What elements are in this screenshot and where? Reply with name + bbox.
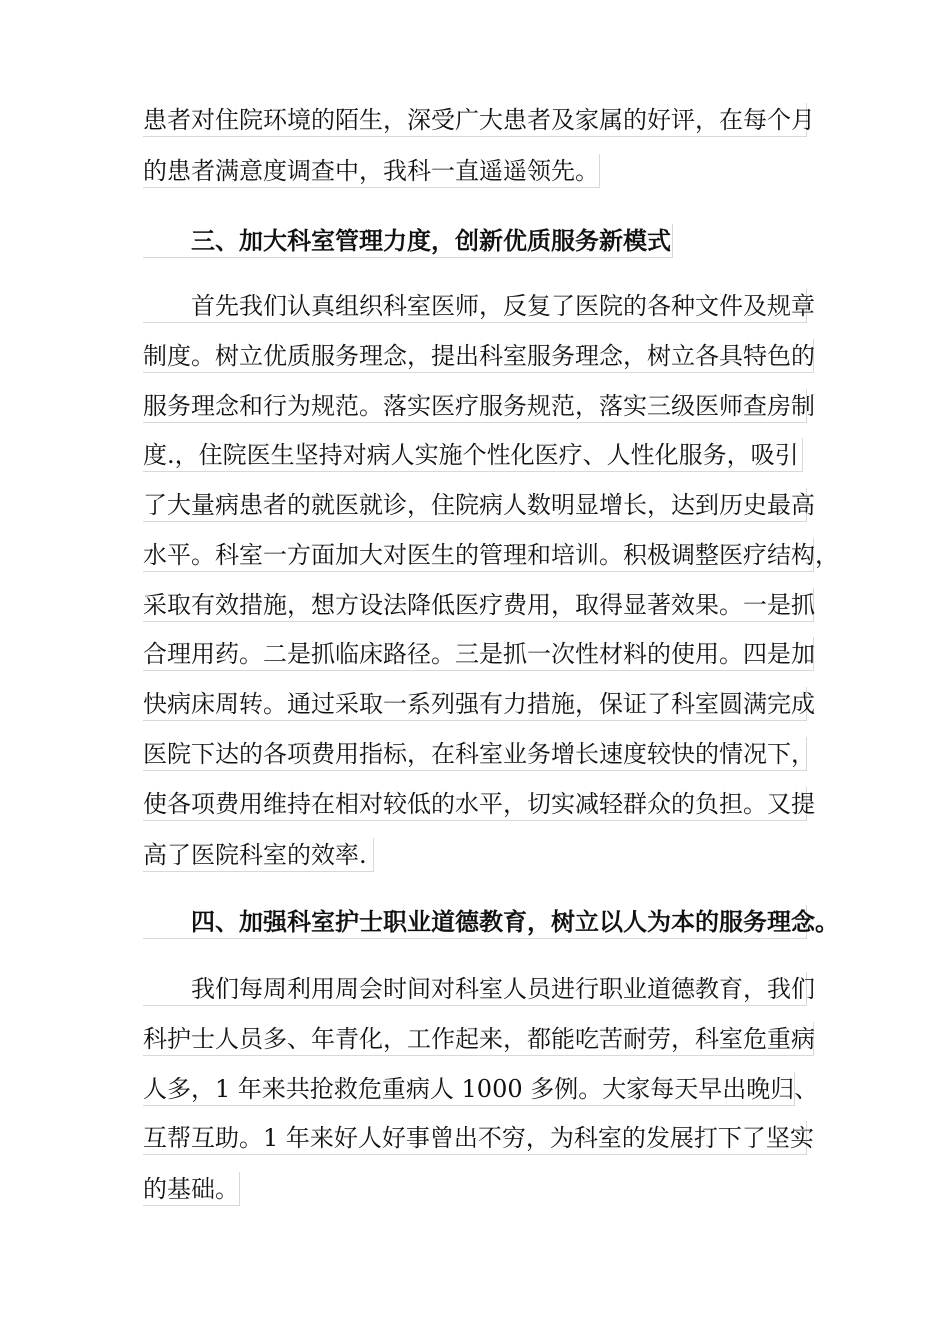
paragraph-line: 快病床周转。通过采取一系列强有力措施，保证了科室圆满完成 [143,687,807,721]
paragraph-line: 人多，1 年来共抢救危重病人 1000 多例。大家每天早出晚归、 [143,1072,795,1106]
paragraph-line: 制度。树立优质服务理念，提出科室服务理念，树立各具特色的 [143,339,814,373]
paragraph-line: 科护士人员多、年青化，工作起来，都能吃苦耐劳，科室危重病 [143,1022,814,1056]
paragraph-line: 的患者满意度调查中，我科一直遥遥领先。 [143,154,600,188]
paragraph-line: 了大量病患者的就医就诊，住院病人数明显增长，达到历史最高 [143,488,807,522]
paragraph-line: 度.，住院医生坚持对病人实施个性化医疗、人性化服务，吸引 [143,438,803,472]
paragraph-line: 我们每周利用周会时间对科室人员进行职业道德教育，我们 [143,972,807,1006]
section-heading-4: 四、加强科室护士职业道德教育，树立以人为本的服务理念。 [143,905,807,939]
paragraph-line: 患者对住院环境的陌生，深受广大患者及家属的好评，在每个月 [143,103,807,137]
paragraph-line: 互帮互助。1 年来好人好事曾出不穷，为科室的发展打下了坚实 [143,1121,807,1155]
paragraph-line: 首先我们认真组织科室医师，反复了医院的各种文件及规章 [143,289,807,323]
paragraph-line: 采取有效措施，想方设法降低医疗费用，取得显著效果。一是抓 [143,588,814,622]
paragraph-line: 高了医院科室的效率. [143,838,374,872]
paragraph-line: 合理用药。二是抓临床路径。三是抓一次性材料的使用。四是加 [143,637,814,671]
paragraph-line: 服务理念和行为规范。落实医疗服务规范，落实三级医师查房制 [143,389,807,423]
paragraph-line: 使各项费用维持在相对较低的水平，切实减轻群众的负担。又提 [143,787,807,821]
paragraph-line: 的基础。 [143,1172,240,1206]
paragraph-line: 医院下达的各项费用指标，在科室业务增长速度较快的情况下， [143,737,807,771]
paragraph-line: 水平。科室一方面加大对医生的管理和培训。积极调整医疗结构， [143,538,814,572]
section-heading-3: 三、加大科室管理力度，创新优质服务新模式 [143,224,673,258]
